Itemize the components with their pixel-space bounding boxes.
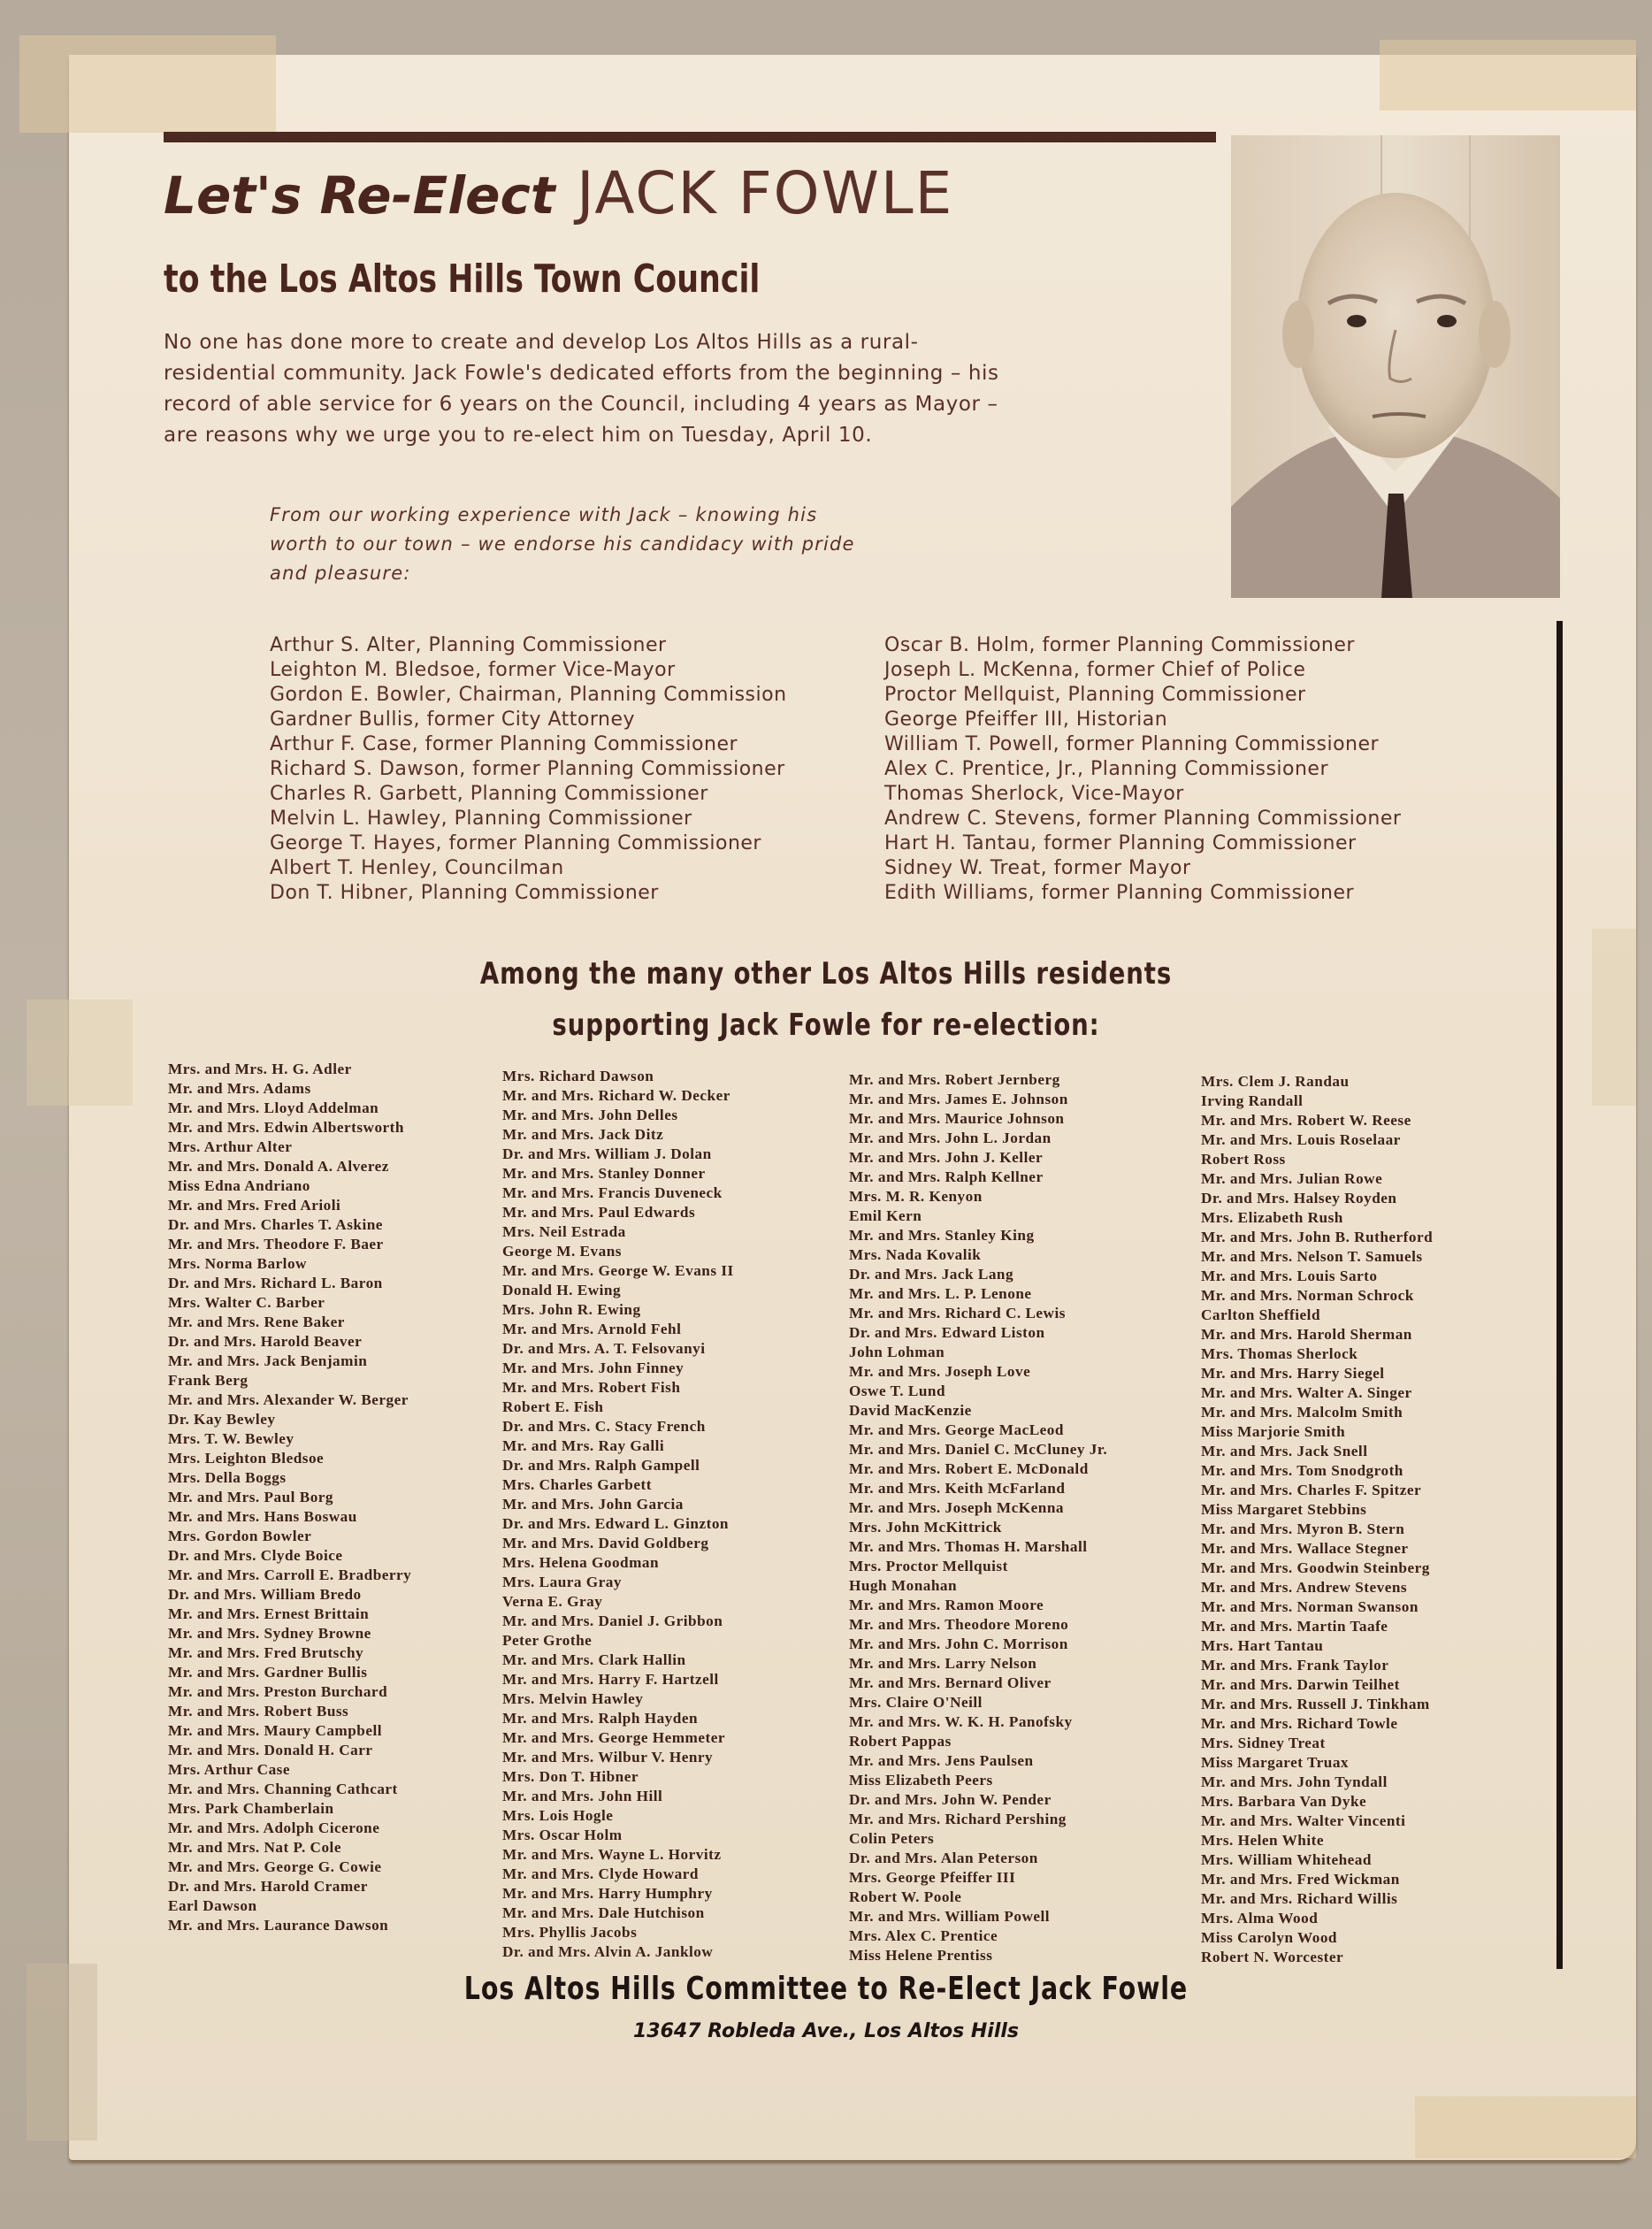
supporter-entry: Mr. and Mrs. Darwin Teilhet — [1201, 1676, 1400, 1693]
supporter-entry: Mrs. Proctor Mellquist — [849, 1558, 1008, 1574]
supporter-entry: Mr. and Mrs. George G. Cowie — [168, 1858, 382, 1875]
supporter-entry: Mr. and Mrs. Jens Paulsen — [849, 1752, 1034, 1769]
supporter-entry: Mr. and Mrs. John Hill — [502, 1788, 663, 1804]
supporter-entry: Mr. and Mrs. Walter A. Singer — [1201, 1384, 1412, 1401]
supporter-entry: Mr. and Mrs. Richard Pershing — [849, 1811, 1067, 1827]
official-entry: Melvin L. Hawley, Planning Commissioner — [270, 808, 692, 830]
supporter-entry: Mr. and Mrs. Lloyd Addelman — [168, 1099, 379, 1116]
official-entry: Gordon E. Bowler, Chairman, Planning Commission — [270, 684, 787, 706]
supporter-entry: Verna E. Gray — [502, 1593, 603, 1610]
supporter-entry: Mr. and Mrs. Joseph Love — [849, 1363, 1031, 1380]
official-entry: Proctor Mellquist, Planning Commissioner — [884, 684, 1306, 706]
supporter-entry: Mr. and Mrs. Carroll E. Bradberry — [168, 1566, 412, 1583]
supporter-entry: Dr. and Mrs. Harold Cramer — [168, 1878, 368, 1895]
supporter-entry: Mrs. Laura Gray — [502, 1574, 622, 1590]
supporter-entry: Mr. and Mrs. George W. Evans II — [502, 1262, 734, 1279]
supporter-entry: Mrs. Barbara Van Dyke — [1201, 1793, 1367, 1810]
supporter-entry: Dr. and Mrs. Alan Peterson — [849, 1850, 1038, 1866]
supporter-entry: Mr. and Mrs. William Powell — [849, 1908, 1051, 1925]
supporter-entry: Mr. and Mrs. Louis Sarto — [1201, 1268, 1378, 1284]
supporter-entry: Mr. and Mrs. Hans Boswau — [168, 1508, 357, 1525]
official-entry: Arthur S. Alter, Planning Commissioner — [270, 634, 667, 656]
supporter-entry: Dr. and Mrs. Edward Liston — [849, 1324, 1045, 1341]
committee-name-text: Los Altos Hills Committee to Re-Elect Jack Fowle — [463, 1971, 1189, 2007]
supporter-entry: Mr. and Mrs. Julian Rowe — [1201, 1170, 1383, 1187]
official-entry: Andrew C. Stevens, former Planning Commissioner — [884, 808, 1402, 830]
supporter-entry: Mr. and Mrs. Keith McFarland — [849, 1480, 1066, 1497]
supporter-entry: Mr. and Mrs. Gardner Bullis — [168, 1664, 368, 1681]
official-entry: William T. Powell, former Planning Commissioner — [884, 733, 1380, 755]
supporter-entry: Mrs. M. R. Kenyon — [849, 1188, 983, 1205]
supporter-entry: Mr. and Mrs. Stanley Donner — [502, 1165, 706, 1182]
supporter-entry: Dr. and Mrs. Richard L. Baron — [168, 1275, 383, 1291]
supporter-entry: Mr. and Mrs. Larry Nelson — [849, 1655, 1037, 1672]
supporter-entry: Mr. and Mrs. Wayne L. Horvitz — [502, 1846, 722, 1863]
supporter-entry: Dr. and Mrs. Alvin A. Janklow — [502, 1943, 714, 1960]
endorsement-line: worth to our town – we endorse his candidacy with pride — [270, 533, 855, 555]
supporter-entry: Dr. and Mrs. Jack Lang — [849, 1266, 1014, 1283]
official-entry: George Pfeiffer III, Historian — [884, 709, 1168, 731]
officials-list-right — [884, 633, 1401, 906]
committee-address: 13647 Robleda Ave., Los Altos Hills — [632, 2020, 1020, 2042]
supporters-heading — [0, 948, 1652, 1051]
supporter-entry: Mr. and Mrs. Malcolm Smith — [1201, 1404, 1403, 1421]
supporter-entry: Mr. and Mrs. Arnold Fehl — [502, 1321, 682, 1337]
supporter-entry: Mr. and Mrs. John C. Morrison — [849, 1635, 1068, 1652]
supporter-entry: Mrs. Hart Tantau — [1201, 1637, 1324, 1654]
official-entry: Oscar B. Holm, former Planning Commissioner — [884, 634, 1355, 656]
supporter-entry: Mr. and Mrs. John Garcia — [502, 1496, 684, 1513]
supporter-entry: Mr. and Mrs. Adams — [168, 1080, 311, 1097]
supporter-entry: Mrs. Alex C. Prentice — [849, 1927, 998, 1944]
intro-line: residential community. Jack Fowle's dedicated efforts from the beginning – his — [164, 362, 999, 385]
supporter-entry: Mr. and Mrs. Norman Schrock — [1201, 1287, 1414, 1304]
supporter-entry: Dr. and Mrs. Harold Beaver — [168, 1333, 363, 1350]
supporter-entry: Mrs. T. W. Bewley — [168, 1430, 294, 1447]
intro-line: record of able service for 6 years on the Council, including 4 years as Mayor – — [164, 393, 998, 416]
supporter-entry: Mr. and Mrs. Robert W. Reese — [1201, 1112, 1411, 1129]
supporter-entry: Mr. and Mrs. David Goldberg — [502, 1535, 709, 1551]
supporter-entry: Mr. and Mrs. Fred Arioli — [168, 1197, 341, 1214]
supporter-entry: Mr. and Mrs. Tom Snodgroth — [1201, 1462, 1403, 1479]
supporter-entry: Mr. and Mrs. Robert Jernberg — [849, 1071, 1060, 1088]
supporter-entry: Mrs. and Mrs. H. G. Adler — [168, 1061, 352, 1077]
supporter-entry: Mr. and Mrs. John Delles — [502, 1107, 678, 1123]
supporter-entry: Mr. and Mrs. Ralph Hayden — [502, 1710, 699, 1727]
supporter-entry: Mrs. Gordon Bowler — [168, 1528, 312, 1544]
supporter-entry: Mr. and Mrs. Robert Buss — [168, 1703, 349, 1720]
supporter-entry: Mrs. Lois Hogle — [502, 1807, 614, 1824]
supporter-entry: Miss Margaret Stebbins — [1201, 1501, 1367, 1518]
supporters-heading-line: supporting Jack Fowle for re-election: — [552, 1007, 1100, 1043]
supporter-entry: Mrs. William Whitehead — [1201, 1851, 1372, 1868]
supporter-entry: Mr. and Mrs. Laurance Dawson — [168, 1917, 389, 1934]
supporter-entry: Mr. and Mrs. Richard W. Decker — [502, 1087, 730, 1104]
supporter-entry: Dr. and Mrs. Edward L. Ginzton — [502, 1515, 729, 1532]
supporter-entry: Mrs. Arthur Alter — [168, 1138, 293, 1155]
supporter-entry: Dr. and Mrs. Halsey Royden — [1201, 1190, 1397, 1206]
supporter-entry: Mrs. Leighton Bledsoe — [168, 1450, 325, 1467]
official-entry: Edith Williams, former Planning Commissioner — [884, 882, 1355, 904]
supporter-entry: Mrs. Claire O'Neill — [849, 1694, 983, 1711]
supporter-entry: Mrs. Clem J. Randau — [1201, 1073, 1350, 1090]
supporter-entry: Mr. and Mrs. Preston Burchard — [168, 1683, 388, 1700]
endorsement-statement — [270, 501, 906, 588]
supporter-entry: Mr. and Mrs. John L. Jordan — [849, 1130, 1052, 1146]
supporter-entry: Hugh Monahan — [849, 1577, 958, 1594]
supporter-entry: Donald H. Ewing — [502, 1282, 622, 1298]
supporter-entry: George M. Evans — [502, 1243, 622, 1260]
supporter-entry: Mr. and Mrs. Bernard Oliver — [849, 1674, 1052, 1691]
supporter-entry: Mrs. Thomas Sherlock — [1201, 1345, 1358, 1362]
supporter-entry: Mr. and Mrs. Jack Benjamin — [168, 1352, 368, 1369]
supporter-entry: Mr. and Mrs. Ernest Brittain — [168, 1605, 370, 1622]
supporter-entry: Miss Helene Prentiss — [849, 1947, 993, 1964]
supporter-entry: Mr. and Mrs. George Hemmeter — [502, 1729, 725, 1746]
supporter-entry: Robert N. Worcester — [1201, 1949, 1344, 1965]
supporter-entry: Mrs. John R. Ewing — [502, 1301, 641, 1318]
supporter-entry: Mr. and Mrs. Thomas H. Marshall — [849, 1538, 1088, 1555]
top-rule — [164, 132, 1216, 142]
supporter-entry: Mr. and Mrs. Clyde Howard — [502, 1865, 699, 1882]
supporter-entry: Carlton Sheffield — [1201, 1306, 1321, 1323]
tape-strip — [1380, 40, 1636, 111]
supporter-entry: Mr. and Mrs. Fred Wickman — [1201, 1871, 1400, 1888]
supporter-entry: Robert W. Poole — [849, 1888, 962, 1905]
supporter-entry: Peter Grothe — [502, 1632, 593, 1649]
official-entry: Albert T. Henley, Councilman — [270, 857, 564, 879]
official-entry: Leighton M. Bledsoe, former Vice-Mayor — [270, 659, 676, 681]
supporter-entry: Mrs. Melvin Hawley — [502, 1690, 644, 1707]
supporter-entry: Mr. and Mrs. L. P. Lenone — [849, 1285, 1032, 1302]
supporter-entry: Mr. and Mrs. Clark Hallin — [502, 1651, 686, 1668]
title-name: JACK FOWLE — [577, 159, 954, 227]
supporter-entry: Dr. Kay Bewley — [168, 1411, 276, 1428]
supporter-entry: Mr. and Mrs. Ray Galli — [502, 1437, 665, 1454]
supporter-entry: Mr. and Mrs. Alexander W. Berger — [168, 1391, 409, 1408]
supporter-entry: Mrs. Sidney Treat — [1201, 1735, 1326, 1751]
supporter-entry: Mr. and Mrs. John J. Keller — [849, 1149, 1044, 1166]
endorsement-line: and pleasure: — [270, 563, 411, 584]
official-entry: Arthur F. Case, former Planning Commissioner — [270, 733, 738, 755]
official-entry: Alex C. Prentice, Jr., Planning Commissioner — [884, 758, 1329, 780]
supporter-entry: Mrs. Helena Goodman — [502, 1554, 660, 1571]
supporters-column-4 — [1201, 1072, 1433, 1967]
official-entry: Richard S. Dawson, former Planning Commissioner — [270, 758, 785, 780]
official-entry: Charles R. Garbett, Planning Commissioner — [270, 783, 708, 805]
intro-paragraph — [164, 327, 1136, 451]
supporter-entry: Mr. and Mrs. Donald H. Carr — [168, 1742, 373, 1758]
supporter-entry: Mr. and Mrs. Theodore F. Baer — [168, 1236, 384, 1252]
supporter-entry: Mr. and Mrs. George MacLeod — [849, 1421, 1064, 1438]
supporter-entry: Mrs. Elizabeth Rush — [1201, 1209, 1343, 1226]
supporter-entry: Mr. and Mrs. Paul Borg — [168, 1489, 334, 1505]
endorsement-line: From our working experience with Jack – knowing his — [270, 504, 818, 525]
supporter-entry: Mr. and Mrs. W. K. H. Panofsky — [849, 1713, 1073, 1730]
supporter-entry: Mr. and Mrs. Wilbur V. Henry — [502, 1749, 714, 1766]
supporter-entry: Mr. and Mrs. Jack Snell — [1201, 1443, 1368, 1459]
supporter-entry: Dr. and Mrs. William Bredo — [168, 1586, 362, 1603]
supporter-entry: Mr. and Mrs. John Tyndall — [1201, 1773, 1388, 1790]
supporter-entry: David MacKenzie — [849, 1402, 972, 1419]
supporter-entry: Mr. and Mrs. Francis Duveneck — [502, 1184, 723, 1201]
supporters-column-2 — [502, 1067, 734, 1962]
official-entry: Hart H. Tantau, former Planning Commissioner — [884, 832, 1357, 854]
supporter-entry: Mr. and Mrs. Sydney Browne — [168, 1625, 371, 1642]
supporter-entry: Mrs. Richard Dawson — [502, 1068, 654, 1084]
supporter-entry: Mr. and Mrs. Robert Fish — [502, 1379, 681, 1396]
intro-line: are reasons why we urge you to re-elect him on Tuesday, April 10. — [164, 424, 873, 447]
supporter-entry: Dr. and Mrs. C. Stacy French — [502, 1418, 706, 1435]
supporter-entry: Robert E. Fish — [502, 1398, 604, 1415]
supporter-entry: Mr. and Mrs. Robert E. McDonald — [849, 1460, 1089, 1477]
supporter-entry: Mr. and Mrs. Frank Taylor — [1201, 1657, 1389, 1674]
official-entry: Sidney W. Treat, former Mayor — [884, 857, 1191, 879]
supporter-entry: Robert Ross — [1201, 1151, 1286, 1168]
supporter-entry: Mr. and Mrs. Daniel C. McCluney Jr. — [849, 1441, 1108, 1458]
supporter-entry: Mr. and Mrs. Wallace Stegner — [1201, 1540, 1409, 1557]
official-entry: Joseph L. McKenna, former Chief of Police — [884, 659, 1306, 681]
supporter-entry: Earl Dawson — [168, 1897, 257, 1914]
supporter-entry: Dr. and Mrs. A. T. Felsovanyi — [502, 1340, 706, 1357]
supporter-entry: Miss Carolyn Wood — [1201, 1929, 1337, 1946]
supporter-entry: Mrs. Neil Estrada — [502, 1223, 626, 1240]
supporters-column-1 — [168, 1060, 411, 1935]
official-entry: Don T. Hibner, Planning Commissioner — [270, 882, 659, 904]
supporter-entry: Mrs. Della Boggs — [168, 1469, 287, 1486]
supporter-entry: Mrs. Norma Barlow — [168, 1255, 307, 1272]
tape-strip — [1415, 2096, 1636, 2158]
supporter-entry: Mr. and Mrs. James E. Johnson — [849, 1091, 1068, 1107]
supporter-entry: Mr. and Mrs. Andrew Stevens — [1201, 1579, 1408, 1596]
candidate-portrait-photo — [1231, 135, 1560, 598]
supporter-entry: Mrs. Nada Kovalik — [849, 1246, 982, 1263]
supporter-entry: Dr. and Mrs. John W. Pender — [849, 1791, 1052, 1808]
right-vertical-rule — [1556, 621, 1563, 1969]
supporter-entry: Mrs. Helen White — [1201, 1832, 1324, 1849]
supporter-entry: Miss Edna Andriano — [168, 1177, 310, 1194]
supporter-entry: Mr. and Mrs. Donald A. Alverez — [168, 1158, 389, 1175]
supporter-entry: Mr. and Mrs. Theodore Moreno — [849, 1616, 1069, 1633]
supporter-entry: Mr. and Mrs. Daniel J. Gribbon — [502, 1612, 723, 1629]
supporter-entry: Mr. and Mrs. Martin Taafe — [1201, 1618, 1388, 1635]
supporter-entry: Mr. and Mrs. Walter Vincenti — [1201, 1812, 1406, 1829]
supporter-entry: Mr. and Mrs. Richard C. Lewis — [849, 1305, 1066, 1321]
subtitle: to the Los Altos Hills Town Council — [164, 257, 761, 302]
supporter-entry: Mr. and Mrs. Dale Hutchison — [502, 1904, 705, 1921]
supporter-entry: Mr. and Mrs. Nat P. Cole — [168, 1839, 341, 1856]
supporter-entry: Mr. and Mrs. John B. Rutherford — [1201, 1229, 1434, 1245]
portrait-illustration — [1231, 135, 1560, 598]
supporter-entry: Mr. and Mrs. John Finney — [502, 1360, 685, 1376]
supporter-entry: Mr. and Mrs. Norman Swanson — [1201, 1598, 1419, 1615]
supporter-entry: Oswe T. Lund — [849, 1383, 946, 1399]
supporter-entry: Miss Elizabeth Peers — [849, 1772, 993, 1789]
supporters-column-3 — [849, 1070, 1107, 1965]
supporter-entry: Mr. and Mrs. Harry F. Hartzell — [502, 1671, 719, 1688]
supporter-entry: Mr. and Mrs. Harry Siegel — [1201, 1365, 1385, 1382]
official-entry: Gardner Bullis, former City Attorney — [270, 709, 636, 731]
official-entry: Thomas Sherlock, Vice-Mayor — [884, 783, 1184, 805]
supporter-entry: Dr. and Mrs. Ralph Gampell — [502, 1457, 700, 1474]
page-title — [164, 159, 953, 227]
supporter-entry: Mr. and Mrs. Stanley King — [849, 1227, 1035, 1244]
supporter-entry: Mrs. Phyllis Jacobs — [502, 1924, 638, 1941]
supporter-entry: Miss Marjorie Smith — [1201, 1423, 1346, 1440]
supporter-entry: Dr. and Mrs. Charles T. Askine — [168, 1216, 383, 1233]
supporter-entry: Mr. and Mrs. Edwin Albertsworth — [168, 1119, 404, 1136]
supporter-entry: Mr. and Mrs. Russell J. Tinkham — [1201, 1696, 1430, 1712]
supporter-entry: Mrs. Don T. Hibner — [502, 1768, 639, 1785]
supporter-entry: Miss Margaret Truax — [1201, 1754, 1350, 1771]
supporter-entry: Mrs. Alma Wood — [1201, 1910, 1319, 1926]
title-lead: Let's Re-Elect — [164, 165, 555, 226]
supporter-entry: Dr. and Mrs. William J. Dolan — [502, 1145, 712, 1162]
intro-line: No one has done more to create and develop Los Altos Hills as a rural- — [164, 331, 919, 354]
supporter-entry: Mr. and Mrs. Nelson T. Samuels — [1201, 1248, 1423, 1265]
committee-name — [0, 1971, 1652, 2007]
supporter-entry: Irving Randall — [1201, 1092, 1304, 1109]
supporter-entry: Mrs. Arthur Case — [168, 1761, 291, 1778]
supporter-entry: Mr. and Mrs. Jack Ditz — [502, 1126, 664, 1143]
officials-list-left — [270, 633, 787, 906]
official-entry: George T. Hayes, former Planning Commissioner — [270, 832, 761, 854]
supporter-entry: Mrs. Charles Garbett — [502, 1476, 652, 1493]
supporter-entry: Mr. and Mrs. Louis Roselaar — [1201, 1131, 1401, 1148]
tape-strip — [19, 35, 276, 133]
supporter-entry: Mr. and Mrs. Maurice Johnson — [849, 1110, 1065, 1127]
supporter-entry: Mr. and Mrs. Richard Towle — [1201, 1715, 1398, 1732]
supporter-entry: Mr. and Mrs. Ramon Moore — [849, 1597, 1044, 1613]
supporter-entry: Mr. and Mrs. Goodwin Steinberg — [1201, 1559, 1430, 1576]
supporter-entry: Mr. and Mrs. Channing Cathcart — [168, 1781, 398, 1797]
supporter-entry: Colin Peters — [849, 1830, 935, 1847]
supporter-entry: Mrs. Park Chamberlain — [168, 1800, 334, 1817]
supporter-entry: Mrs. Walter C. Barber — [168, 1294, 325, 1311]
supporter-entry: Mr. and Mrs. Richard Willis — [1201, 1890, 1398, 1907]
supporter-entry: Frank Berg — [168, 1372, 249, 1389]
supporter-entry: Mr. and Mrs. Fred Brutschy — [168, 1644, 364, 1661]
supporter-entry: Mr. and Mrs. Ralph Kellner — [849, 1168, 1044, 1185]
supporter-entry: Mrs. John McKittrick — [849, 1519, 1002, 1536]
supporter-entry: Mr. and Mrs. Paul Edwards — [502, 1204, 696, 1221]
supporter-entry: Mr. and Mrs. Joseph McKenna — [849, 1499, 1064, 1516]
supporter-entry: Mr. and Mrs. Charles F. Spitzer — [1201, 1482, 1422, 1498]
supporters-heading-line: Among the many other Los Altos Hills residents — [479, 956, 1173, 992]
supporter-entry: Mr. and Mrs. Maury Campbell — [168, 1722, 383, 1739]
supporter-entry: Mr. and Mrs. Harold Sherman — [1201, 1326, 1412, 1343]
supporter-entry: Robert Pappas — [849, 1733, 952, 1750]
supporter-entry: John Lohman — [849, 1344, 945, 1360]
supporter-entry: Mr. and Mrs. Rene Baker — [168, 1314, 345, 1330]
supporter-entry: Mr. and Mrs. Myron B. Stern — [1201, 1520, 1405, 1537]
supporter-entry: Mr. and Mrs. Adolph Cicerone — [168, 1819, 380, 1836]
supporter-entry: Mrs. Oscar Holm — [502, 1827, 623, 1843]
supporter-entry: Mrs. George Pfeiffer III — [849, 1869, 1016, 1886]
supporter-entry: Emil Kern — [849, 1207, 922, 1224]
supporter-entry: Mr. and Mrs. Harry Humphry — [502, 1885, 713, 1902]
supporter-entry: Dr. and Mrs. Clyde Boice — [168, 1547, 343, 1564]
